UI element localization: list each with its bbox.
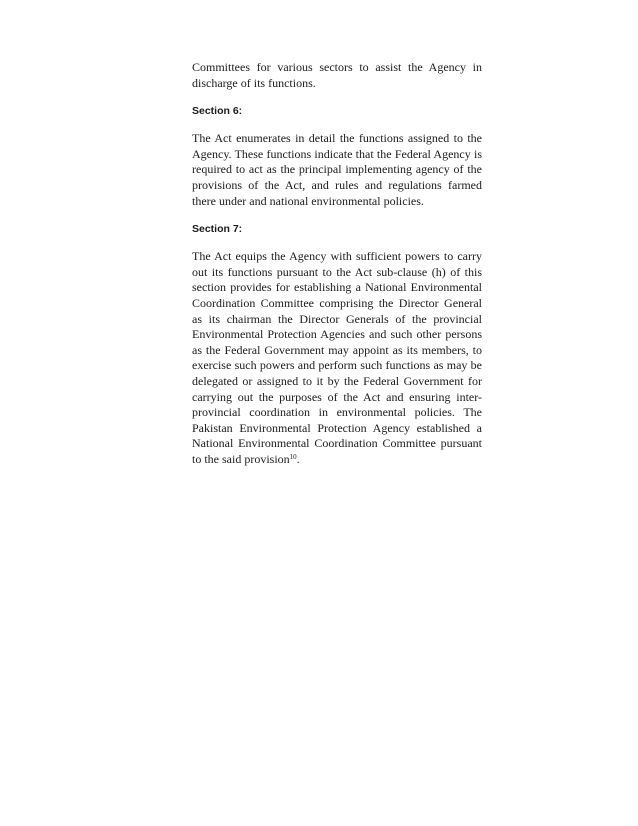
section-6-paragraph: The Act enumerates in detail the functions assigned to the Agency. These functions indicate that the Federal Agency is required to act as the principal implementing agency of the provisions of the Act, and rules and regulations farmed there under and national environmental policies. bbox=[192, 131, 482, 208]
intro-paragraph: Committees for various sectors to assist the Agency in discharge of its functions. bbox=[192, 60, 482, 90]
section-6-heading: Section 6: bbox=[192, 105, 243, 118]
section-7-paragraph bbox=[192, 249, 482, 467]
footnote-reference[interactable]: 10 bbox=[289, 452, 297, 461]
section-7-end: . bbox=[296, 451, 300, 466]
document-body bbox=[192, 60, 482, 467]
section-7-text: The Act equips the Agency with sufficient powers to carry out its functions pursuant to the Act sub-clause (h) of this section provides for establishing a National Environmental Coordination Committee comprising the Director General as its chairman the Director Generals of the provincial Environmental Protection Agencies and such other persons as the Federal Government may appoint as its members, to exercise such powers and perform such functions as may be delegated or assigned to it by the Federal Government for carrying out the purposes of the Act and ensuring inter-provincial coordination in environmental policies. The Pakistan Environmental Protection Agency established a National Environmental Coordination Committee pursuant to the said provision bbox=[192, 249, 482, 466]
section-7-heading: Section 7: bbox=[192, 223, 243, 236]
